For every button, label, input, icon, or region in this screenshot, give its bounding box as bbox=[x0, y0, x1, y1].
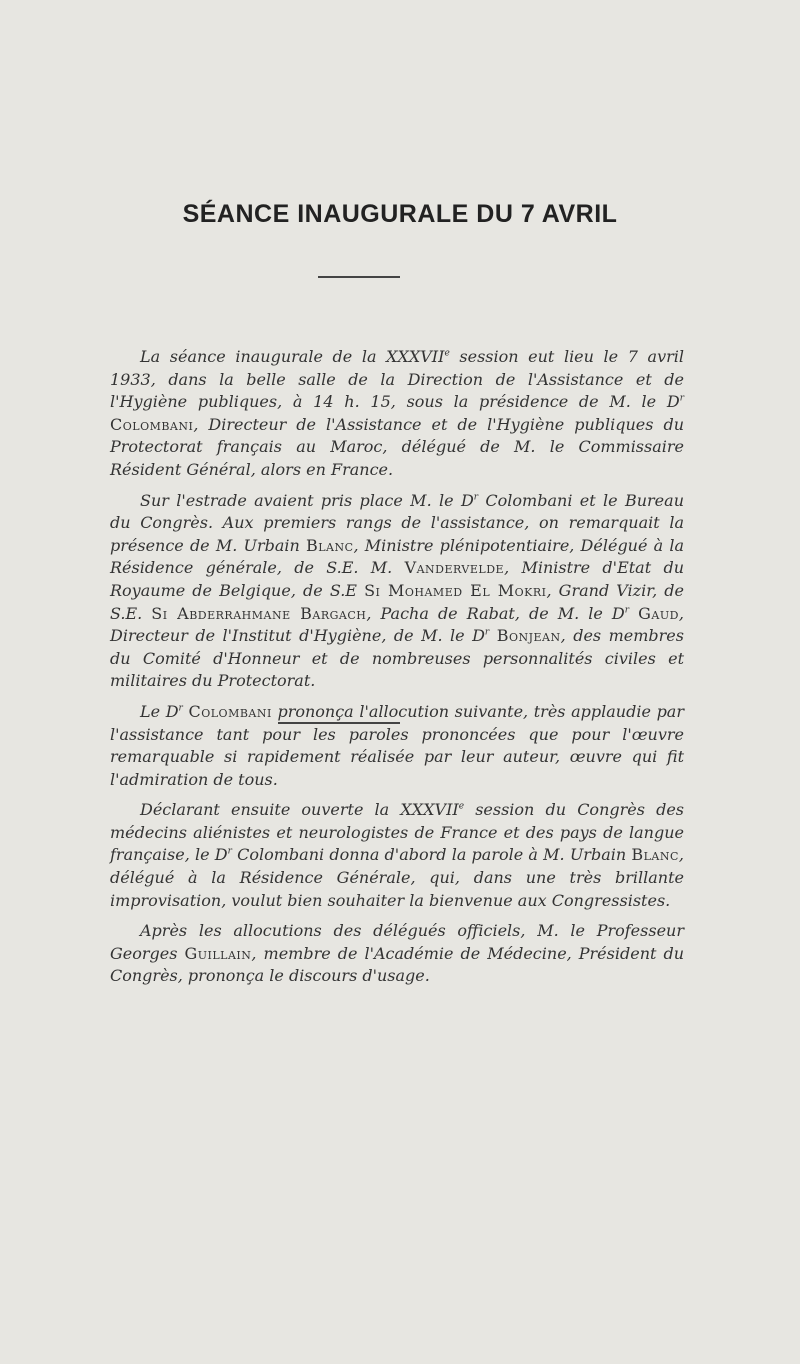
title-divider bbox=[318, 276, 400, 278]
paragraph bbox=[110, 701, 684, 791]
paragraph bbox=[110, 920, 684, 988]
text-run: Sur l'estrade avaient pris place M. le D bbox=[140, 490, 474, 510]
superscript: r bbox=[178, 703, 183, 714]
text-run: session eut lieu le 7 avril 1933, dans la belle salle de la Direction de l'Assistance et de l'Hygiène publiques, à 14 h. 15, sous la présidence de M. le D bbox=[110, 347, 684, 412]
text-run: , membre de l'Académie de Médecine, Président du Congrès, prononça le discours d'usage. bbox=[110, 943, 684, 986]
paragraph bbox=[110, 490, 684, 693]
body-text bbox=[110, 346, 684, 996]
text-run bbox=[629, 604, 638, 623]
text-run: prononça l'allocution suivante, très applaudie par l'assistance tant pour les paroles prononcées que pour l'œuvre remarquable si rapidement réalisée par leur auteur, œuvre qui fit l'admiration de tous. bbox=[110, 701, 684, 789]
small-caps-name: Blanc bbox=[631, 845, 679, 865]
paragraph bbox=[110, 799, 684, 912]
text-run: , Ministre plénipotentiaire, Délégué à la Résidence générale, de S.E. M. bbox=[110, 535, 684, 578]
superscript: r bbox=[484, 627, 490, 638]
text-run: session du Congrès des médecins aliénistes et neurologistes de France et des pays de langue française, le D bbox=[110, 800, 685, 865]
text-run: , Directeur de l'Assistance et de l'Hygiène publiques du Protectorat français au Maroc, délégué de M. le Commissaire Résident Général, alors en France. bbox=[110, 414, 684, 479]
superscript: e bbox=[458, 801, 465, 812]
text-run: Colombani donna d'abord la parole à M. Urbain bbox=[231, 845, 632, 865]
text-run: La séance inaugurale de la XXXVII bbox=[140, 347, 445, 366]
text-run: , des membres du Comité d'Honneur et de nombreuses personnalités civiles et militaires du Protectorat. bbox=[110, 626, 684, 691]
small-caps-name: Vandervelde bbox=[404, 558, 505, 578]
small-caps-name: Gaud bbox=[638, 603, 679, 623]
small-caps-name: Bonjean bbox=[496, 626, 561, 646]
small-caps-name: Si Mohamed El Mokri bbox=[364, 580, 547, 600]
superscript: e bbox=[444, 348, 450, 359]
text-run: , Grand Vizir, de S.E. bbox=[110, 580, 685, 623]
paragraph bbox=[110, 346, 684, 482]
page-title: SÉANCE INAUGURALE DU 7 AVRIL bbox=[182, 200, 618, 228]
text-run: Déclarant ensuite ouverte la XXXVII bbox=[140, 800, 459, 820]
small-caps-name: Si Abderrahmane Bargach bbox=[151, 603, 367, 623]
text-run: , délégué à la Résidence Générale, qui, dans une très brillante improvisation, voulut bien souhaiter la bienvenue aux Congressistes. bbox=[110, 845, 685, 910]
small-caps-name: Guillain bbox=[184, 943, 252, 963]
small-caps-name: Colombani bbox=[188, 701, 272, 721]
end-divider bbox=[278, 722, 400, 724]
text-run: Colombani et le Bureau du Congrès. Aux premiers rangs de l'assistance, on remarquait la présence de M. Urbain bbox=[110, 490, 684, 555]
superscript: r bbox=[624, 605, 630, 616]
superscript: r bbox=[473, 492, 479, 503]
text-run: Après les allocutions des délégués officiels, M. le Professeur Georges bbox=[110, 921, 684, 963]
superscript: r bbox=[679, 393, 684, 404]
superscript: r bbox=[227, 847, 232, 858]
small-caps-name: Colombani bbox=[110, 414, 194, 434]
text-run: Le D bbox=[140, 701, 179, 721]
text-run: , Pacha de Rabat, de M. le D bbox=[366, 603, 625, 623]
text-run: , Ministre d'Etat du Royaume de Belgique, de S.E bbox=[110, 558, 684, 600]
small-caps-name: Blanc bbox=[305, 535, 354, 555]
text-run bbox=[489, 626, 496, 645]
text-run: , Directeur de l'Institut d'Hygiène, de M. le D bbox=[110, 603, 685, 646]
